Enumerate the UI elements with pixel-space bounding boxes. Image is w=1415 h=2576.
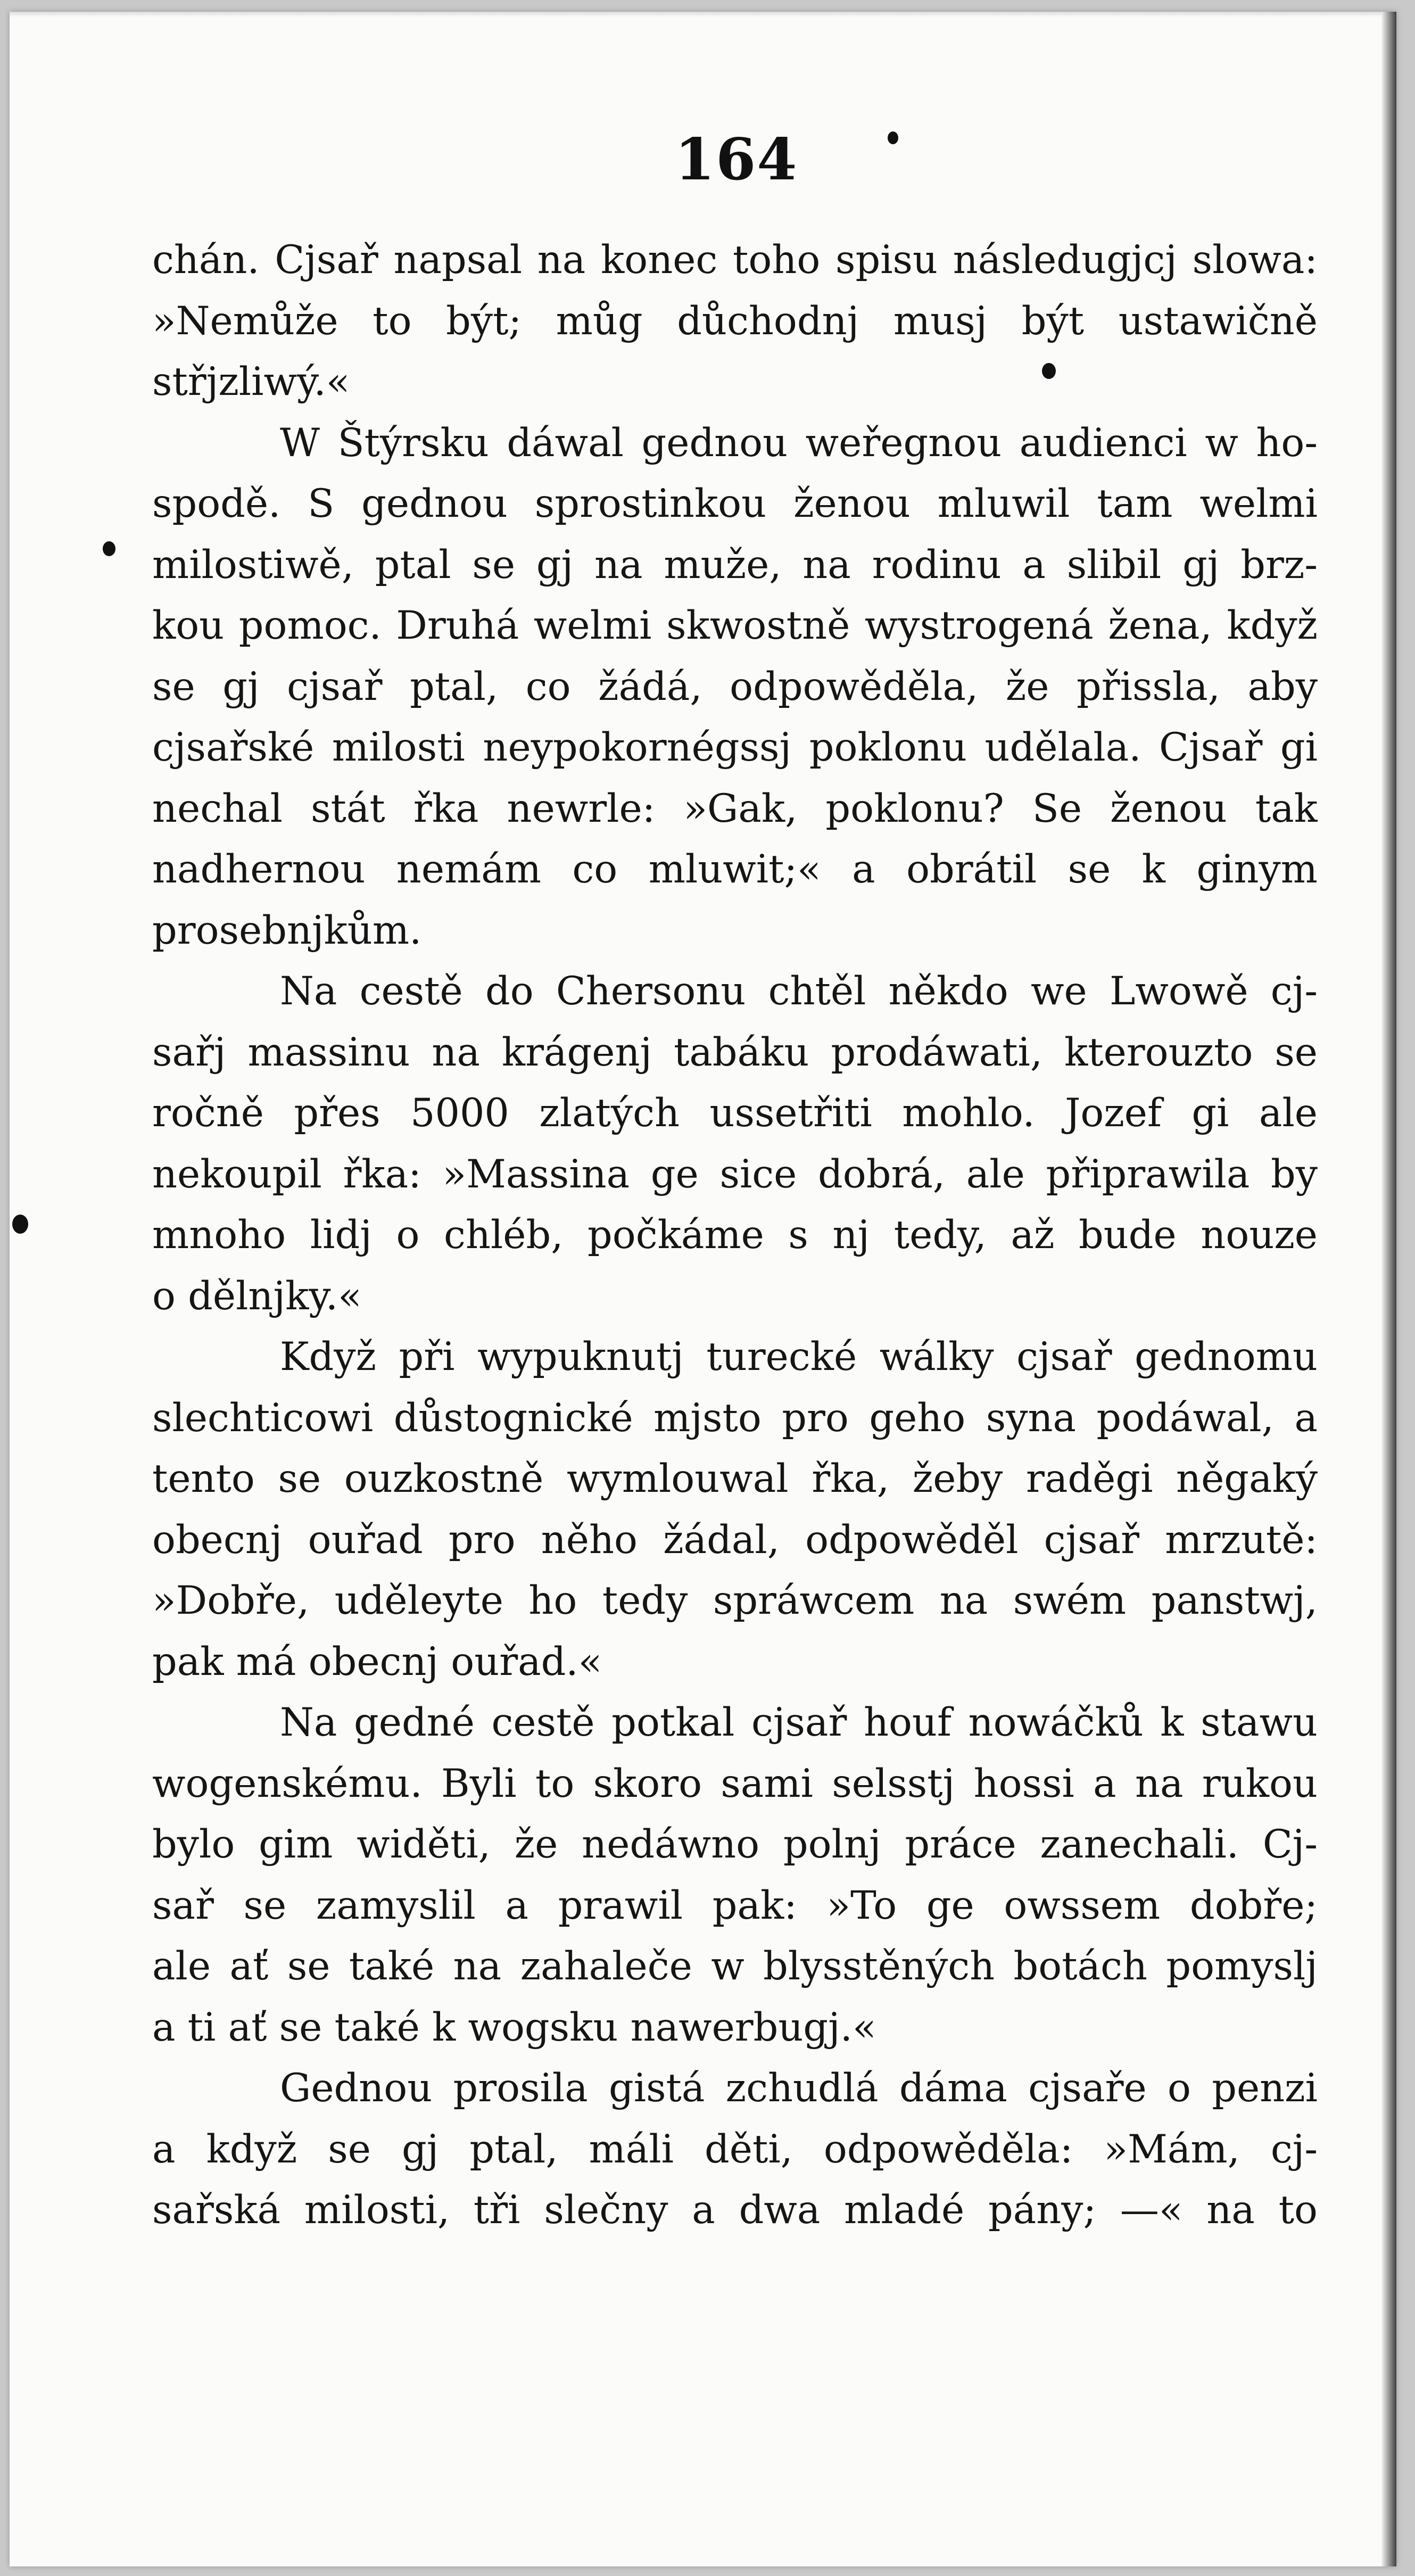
- text-line: Když při wypuknutj turecké wálky cjsař gednomu: [280, 1334, 1318, 1380]
- text-line: střjzliwý.«: [152, 359, 350, 404]
- text-line: prosebnjkům.: [152, 907, 422, 953]
- text-line: nekoupil řka: »Massina ge sice dobrá, ale připrawila by: [152, 1151, 1318, 1197]
- text-line: a když se gj ptal, máli děti, odpowěděla: »Mám, cj-: [152, 2126, 1318, 2172]
- text-line: a ti ať se také k wogsku nawerbugj.«: [152, 2004, 876, 2050]
- text-line: sařj massinu na krágenj tabáku prodáwati, kterouzto se: [152, 1029, 1318, 1075]
- text-line: milostiwě, ptal se gj na muže, na rodinu a slibil gj brz-: [152, 542, 1318, 588]
- text-line: cjsařské milosti neypokornégssj poklonu udělala. Cjsař gi: [152, 725, 1318, 770]
- page-number: 164: [675, 126, 798, 193]
- text-line: Gednou prosila gistá zchudlá dáma cjsaře o penzi: [280, 2066, 1318, 2111]
- scan-top-shadow: [10, 12, 1396, 17]
- text-line: nechal stát řka newrle: »Gak, poklonu? Se ženou tak: [152, 786, 1318, 831]
- text-line: chán. Cjsař napsal na konec toho spisu následugjcj slowa:: [152, 237, 1318, 283]
- text-line: ale ať se také na zahaleče w blysstěných botách pomyslj: [152, 1944, 1318, 1989]
- book-page: [10, 12, 1396, 2566]
- text-line: tento se ouzkostně wymlouwal řka, žeby raděgi něgaký: [152, 1456, 1318, 1501]
- text-line: »Dobře, uděleyte ho tedy spráwcem na swém panstwj,: [152, 1578, 1318, 1623]
- dust-speck: [888, 131, 898, 144]
- paragraph: [152, 230, 1318, 413]
- paragraph: [152, 1327, 1318, 1692]
- text-line: sařská milosti, tři slečny a dwa mladé pány; —« na to: [152, 2187, 1318, 2233]
- text-line: Na gedné cestě potkal cjsař houf nowáčků k stawu: [280, 1700, 1318, 1745]
- text-line: obecnj ouřad pro něho žádal, odpowěděl cjsař mrzutě:: [152, 1517, 1318, 1563]
- paragraph: [152, 2058, 1318, 2241]
- text-line: Na cestě do Chersonu chtěl někdo we Lwowě cj-: [280, 969, 1318, 1014]
- paragraph: [152, 413, 1318, 962]
- text-line: sař se zamyslil a prawil pak: »To ge owssem dobře;: [152, 1883, 1318, 1928]
- text-line: spodě. S gednou sprostinkou ženou mluwil tam welmi: [152, 481, 1318, 526]
- text-line: bylo gim widěti, že nedáwno polnj práce zanechali. Cj-: [152, 1822, 1318, 1867]
- dust-speck: [103, 541, 115, 556]
- paragraph: [152, 1692, 1318, 2058]
- text-line: ročně přes 5000 zlatých ussetřiti mohlo. Jozef gi ale: [152, 1091, 1318, 1136]
- text-line: se gj cjsař ptal, co žádá, odpowěděla, že přissla, aby: [152, 664, 1318, 709]
- dust-speck: [12, 1215, 28, 1234]
- paragraph: [152, 961, 1318, 1327]
- text-line: pak má obecnj ouřad.«: [152, 1639, 602, 1685]
- text-line: W Štýrsku dáwal gednou weřegnou audienci w ho-: [280, 420, 1318, 466]
- scan-right-edge: [1381, 12, 1396, 2566]
- text-line: o dělnjky.«: [152, 1273, 362, 1319]
- text-line: wogenskému. Byli to skoro sami selsstj hossi a na rukou: [152, 1761, 1318, 1806]
- text-line: kou pomoc. Druhá welmi skwostně wystrogená žena, když: [152, 603, 1318, 648]
- text-line: nadhernou nemám co mluwit;« a obrátil se k ginym: [152, 847, 1318, 892]
- text-line: »Nemůže to být; můg důchodnj musj být ustawičně: [152, 298, 1318, 344]
- body-text: [152, 230, 1318, 2241]
- text-line: slechticowi důstognické mjsto pro geho syna podáwal, a: [152, 1395, 1318, 1441]
- text-line: mnoho lidj o chléb, počkáme s nj tedy, až bude nouze: [152, 1212, 1318, 1258]
